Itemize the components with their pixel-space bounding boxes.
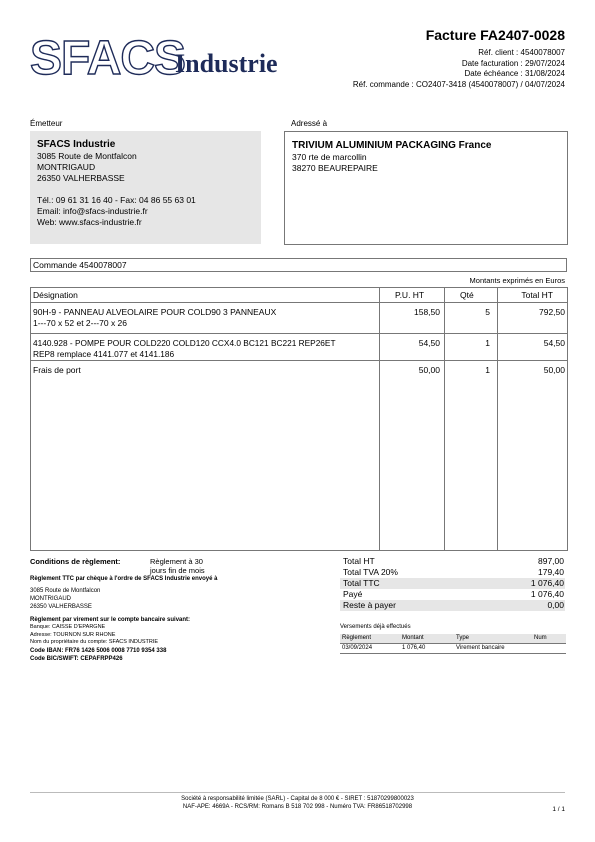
- row-qte: 1: [485, 365, 490, 375]
- total-value: 1 076,40: [530, 589, 564, 599]
- total-label: Total HT: [343, 556, 375, 566]
- total-row: [340, 567, 565, 578]
- conditions-label: Conditions de règlement:: [30, 557, 121, 566]
- footer: [0, 795, 595, 811]
- table-row: [31, 303, 567, 334]
- footer-divider: [30, 792, 565, 793]
- emetteur-web: Web: www.sfacs-industrie.fr: [37, 217, 142, 227]
- commande-box: [30, 258, 567, 272]
- total-value: 897,00: [538, 556, 564, 566]
- row-qte: 1: [485, 338, 490, 348]
- footer-line1: Société à responsabilité limitée (SARL) - Capital de 8 000 € - SIRET : 51870299800023: [181, 796, 414, 802]
- versements-row: [340, 644, 566, 654]
- destinataire-address2: 38270 BEAUREPAIRE: [292, 163, 378, 173]
- page-number: 1 / 1: [552, 806, 565, 813]
- total-value: 1 076,40: [530, 578, 564, 588]
- header-total: Total HT: [521, 290, 553, 300]
- versements-header-montant: Montant: [402, 635, 424, 641]
- emetteur-tel: Tél.: 09 61 31 16 40 - Fax: 04 86 55 63 01: [37, 195, 196, 205]
- emetteur-name: SFACS Industrie: [37, 139, 116, 150]
- total-row: [340, 578, 565, 589]
- conditions-value: Règlement à 30 jours fin de mois: [150, 557, 205, 575]
- company-logo: [30, 34, 290, 84]
- row-designation: 4140.928 - POMPE POUR COLD220 COLD120 CCX4.0 BC121 BC221 REP26ET: [33, 338, 336, 348]
- versements-header-reglement: Règlement: [342, 635, 372, 641]
- table-row: [31, 361, 567, 381]
- total-value: 0,00: [547, 600, 564, 610]
- row-total: 792,50: [539, 307, 565, 317]
- row-total: 50,00: [543, 365, 565, 375]
- versements-type: Virement bancaire: [456, 645, 505, 651]
- table-header: [31, 288, 567, 303]
- emetteur-address3: 26350 VALHERBASSE: [37, 173, 125, 183]
- row-total: 54,50: [543, 338, 565, 348]
- total-label: Total TVA 20%: [343, 567, 398, 577]
- virement-title: Règlement par virement sur le compte bancaire suivant:: [30, 617, 191, 623]
- row-designation: 90H-9 - PANNEAU ALVEOLAIRE POUR COLD90 3 PANNEAUX: [33, 307, 277, 317]
- emetteur-box: [30, 131, 261, 244]
- total-label: Reste à payer: [343, 600, 396, 610]
- destinataire-box: [284, 131, 568, 245]
- versements-block: [340, 624, 566, 654]
- destinataire-address1: 370 rte de marcollin: [292, 152, 367, 162]
- destinataire-name: TRIVIUM ALUMINIUM PACKAGING France: [292, 140, 492, 151]
- bic: Code BIC/SWIFT: CEPAFRPP426: [30, 655, 123, 662]
- banque-proprietaire: Nom du propriétaire du compte: SFACS INDUSTRIE: [30, 639, 159, 645]
- row-pu: 158,50: [414, 307, 440, 317]
- logo-text-industrie: Industrie: [175, 49, 278, 78]
- items-table: [30, 287, 568, 551]
- commande-text: Commande 4540078007: [33, 260, 127, 270]
- total-row: [340, 600, 565, 611]
- footer-line2: NAF-APE: 4669A - RCS/RM: Romans B 518 702 998 - Numéro TVA: FR86518702998: [182, 804, 413, 810]
- destinataire-label: Adressé à: [291, 119, 328, 128]
- date-facturation: Date facturation : 29/07/2024: [461, 58, 565, 68]
- banque: Banque: CAISSE D'EPARGNE: [30, 624, 106, 630]
- conditions-block: [30, 557, 217, 663]
- cheque-address2: MONTRIGAUD: [30, 596, 71, 602]
- row-designation-detail: 1---70 x 52 et 2---70 x 26: [33, 318, 128, 328]
- montants-note: Montants exprimés en Euros: [469, 276, 565, 285]
- emetteur-address1: 3085 Route de Montfalcon: [37, 151, 137, 161]
- total-row: [340, 556, 565, 567]
- header-designation: Désignation: [33, 290, 78, 300]
- iban: Code IBAN: FR76 1426 5006 0008 7710 9354 338: [30, 647, 167, 654]
- versements-montant: 1 076,40: [402, 645, 426, 651]
- cheque-address3: 26350 VALHERBASSE: [30, 604, 92, 610]
- versements-header: [340, 634, 566, 644]
- ref-commande: Réf. commande : CO2407-3418 (4540078007) / 04/07/2024: [352, 79, 565, 89]
- versements-title: Versements déjà effectués: [340, 624, 411, 630]
- row-designation-detail: REP8 remplace 4141.077 et 4141.186: [33, 349, 175, 359]
- cheque-address1: 3085 Route de Montfalcon: [30, 588, 101, 594]
- totals-block: [340, 556, 565, 611]
- date-echeance: Date échéance : 31/08/2024: [464, 69, 565, 78]
- total-label: Total TTC: [343, 578, 380, 588]
- total-label: Payé: [343, 589, 363, 599]
- emetteur-email: Email: info@sfacs-industrie.fr: [37, 206, 148, 216]
- logo-text-sfacs: SFACS: [30, 32, 186, 85]
- header-pu: P.U. HT: [395, 290, 425, 300]
- cheque-title: Règlement TTC par chèque à l'ordre de SFACS Industrie envoyé à: [30, 576, 218, 582]
- total-value: 179,40: [538, 567, 564, 577]
- versements-reglement: 03/09/2024: [342, 645, 373, 651]
- header-qte: Qté: [460, 290, 474, 300]
- versements-header-type: Type: [456, 635, 470, 641]
- row-qte: 5: [485, 307, 490, 317]
- invoice-meta: [353, 48, 565, 90]
- total-row: [340, 589, 565, 600]
- banque-adresse: Adresse: TOURNON SUR RHONE: [30, 631, 116, 638]
- row-designation: Frais de port: [33, 365, 81, 375]
- table-row: [31, 334, 567, 361]
- invoice-title: Facture FA2407-0028: [425, 27, 565, 43]
- emetteur-address2: MONTRIGAUD: [37, 162, 96, 172]
- ref-client: Réf. client : 4540078007: [478, 48, 565, 57]
- emetteur-label: Émetteur: [30, 119, 63, 128]
- row-pu: 54,50: [418, 338, 440, 348]
- versements-header-num: Num: [534, 635, 547, 641]
- row-pu: 50,00: [418, 365, 440, 375]
